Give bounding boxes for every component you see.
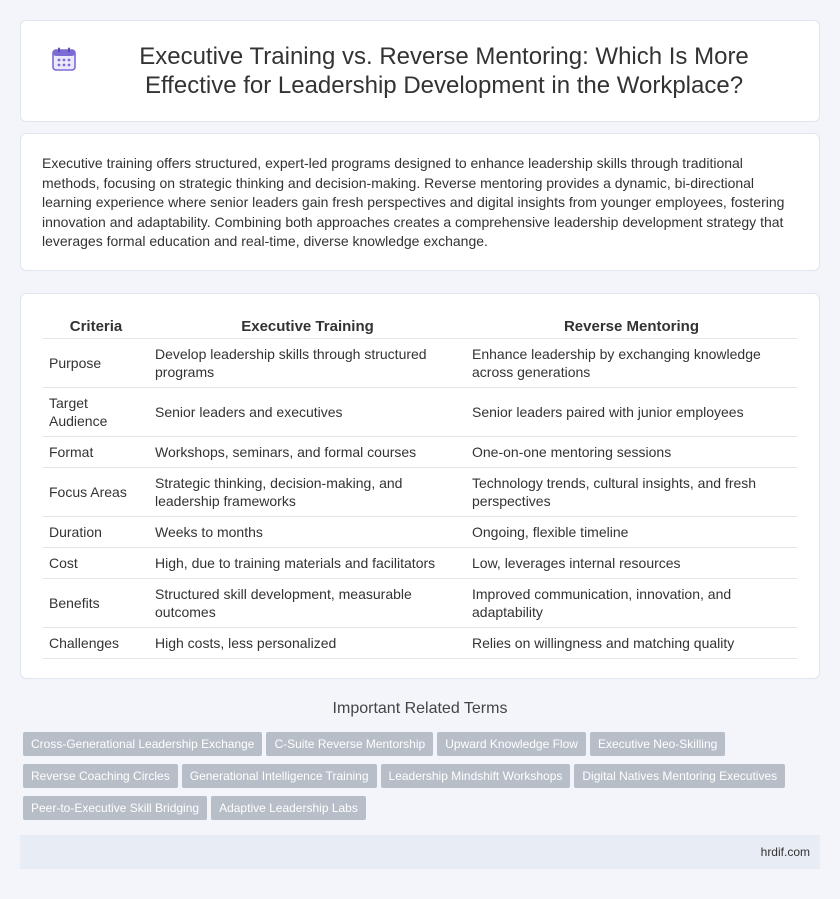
related-term-tag[interactable]: Digital Natives Mentoring Executives: [574, 764, 785, 788]
table-cell: Structured skill development, measurable outcomes: [149, 579, 466, 628]
table-cell: Benefits: [43, 579, 149, 628]
intro-text: Executive training offers structured, expert-led programs designed to enhance leadership skills through traditional methods, focusing on strategic thinking and decision-making. Reverse mentoring provides a dynamic, bi-directional learning experience where senior leaders gain fresh perspectives and digital insights from younger employees, fostering innovation and adaptability. Combining both approaches creates a comprehensive leadership development strategy that leverages formal education and real-time, diverse knowledge exchange.: [42, 155, 785, 250]
footer: [20, 835, 820, 869]
table-cell: Technology trends, cultural insights, and fresh perspectives: [466, 468, 797, 517]
table-row: [43, 437, 797, 468]
table-row: [43, 628, 797, 659]
related-term-tag[interactable]: Executive Neo-Skilling: [590, 732, 725, 756]
table-cell: Improved communication, innovation, and adaptability: [466, 579, 797, 628]
table-cell: Challenges: [43, 628, 149, 659]
table-cell: Duration: [43, 517, 149, 548]
comparison-table: [43, 314, 797, 659]
table-cell: Ongoing, flexible timeline: [466, 517, 797, 548]
table-cell: Low, leverages internal resources: [466, 548, 797, 579]
table-row: [43, 579, 797, 628]
table-row: [43, 548, 797, 579]
table-cell: Target Audience: [43, 388, 149, 437]
related-term-tag[interactable]: C-Suite Reverse Mentorship: [266, 732, 433, 756]
footer-site-link[interactable]: hrdif.com: [760, 845, 810, 859]
related-term-tag[interactable]: Generational Intelligence Training: [182, 764, 377, 788]
table-cell: Senior leaders paired with junior employees: [466, 388, 797, 437]
related-terms-title: Important Related Terms: [332, 700, 508, 717]
table-cell: Strategic thinking, decision-making, and leadership frameworks: [149, 468, 466, 517]
table-cell: Senior leaders and executives: [149, 388, 466, 437]
table-cell: Workshops, seminars, and formal courses: [149, 437, 466, 468]
table-cell: Enhance leadership by exchanging knowledge across generations: [466, 339, 797, 388]
page-title: Executive Training vs. Reverse Mentoring: Which Is More Effective for Leadership Development in the Workplace?: [139, 43, 749, 99]
related-term-tag[interactable]: Cross-Generational Leadership Exchange: [23, 732, 262, 756]
column-header-reverse-mentoring: Reverse Mentoring: [466, 314, 797, 339]
table-header-row: [43, 314, 797, 339]
related-term-tag[interactable]: Reverse Coaching Circles: [23, 764, 178, 788]
table-cell: Format: [43, 437, 149, 468]
table-row: [43, 468, 797, 517]
title-card: [20, 20, 820, 122]
table-cell: Develop leadership skills through structured programs: [149, 339, 466, 388]
related-terms-list: [23, 732, 823, 828]
related-term-tag[interactable]: Upward Knowledge Flow: [437, 732, 586, 756]
table-cell: High costs, less personalized: [149, 628, 466, 659]
column-header-executive-training: Executive Training: [149, 314, 466, 339]
table-cell: One-on-one mentoring sessions: [466, 437, 797, 468]
table-row: [43, 339, 797, 388]
table-row: [43, 388, 797, 437]
related-term-tag[interactable]: Adaptive Leadership Labs: [211, 796, 366, 820]
table-cell: High, due to training materials and facilitators: [149, 548, 466, 579]
table-cell: Weeks to months: [149, 517, 466, 548]
comparison-table-card: [20, 293, 820, 679]
table-row: [43, 517, 797, 548]
intro-card: [20, 133, 820, 271]
table-cell: Relies on willingness and matching quality: [466, 628, 797, 659]
table-cell: Focus Areas: [43, 468, 149, 517]
related-term-tag[interactable]: Leadership Mindshift Workshops: [381, 764, 571, 788]
table-cell: Purpose: [43, 339, 149, 388]
related-term-tag[interactable]: Peer-to-Executive Skill Bridging: [23, 796, 207, 820]
table-cell: Cost: [43, 548, 149, 579]
column-header-criteria: Criteria: [43, 314, 149, 339]
calendar-icon: [51, 46, 77, 72]
title-wrap: [51, 42, 789, 100]
